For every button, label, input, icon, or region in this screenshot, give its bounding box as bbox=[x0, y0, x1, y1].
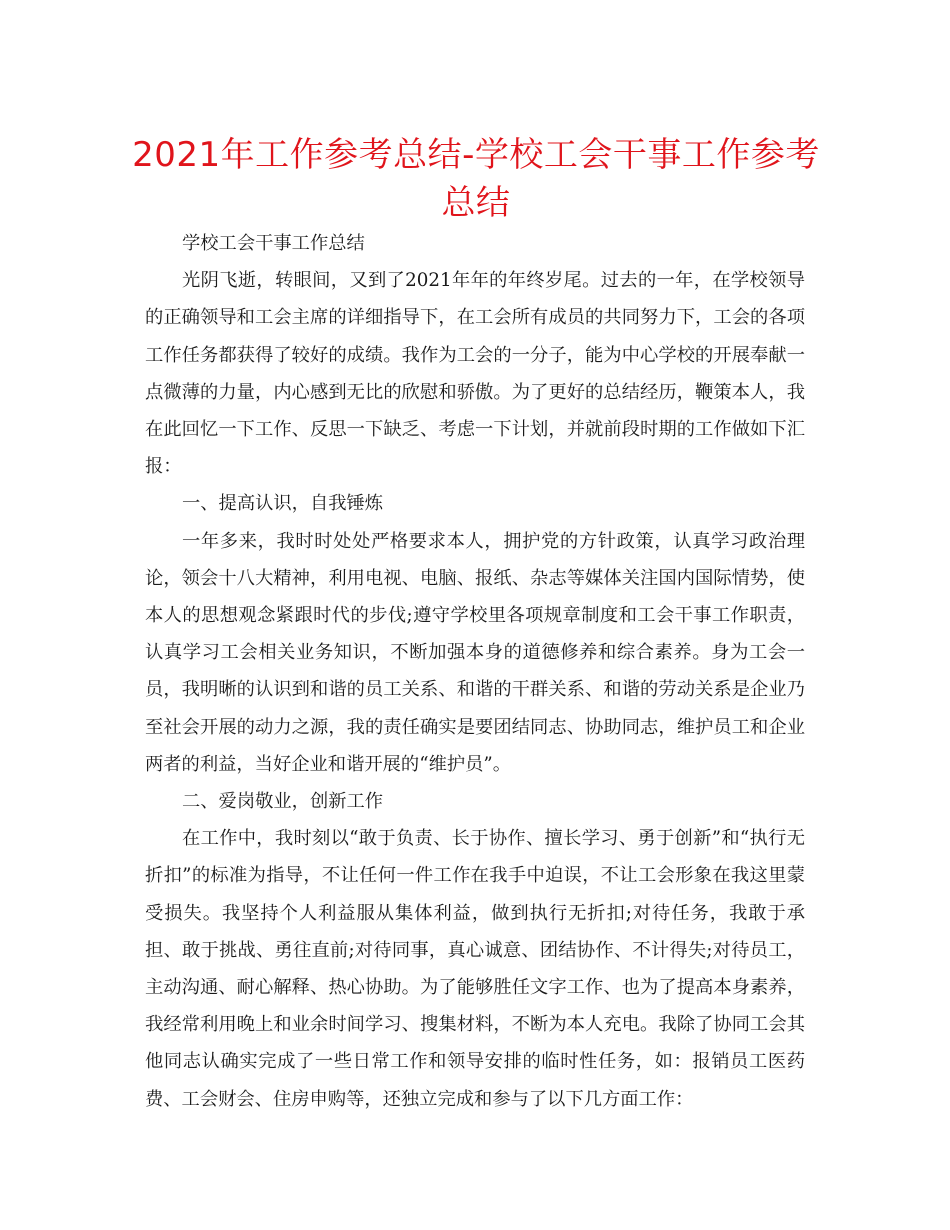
section-heading-2: 二、爱岗敬业，创新工作 bbox=[182, 791, 384, 813]
subtitle-paragraph: 学校工会干事工作总结 bbox=[182, 233, 365, 254]
document-title: 2021年工作参考总结-学校工会干事工作参考总结 bbox=[132, 135, 820, 223]
section-heading-1: 一、提高认识，自我锤炼 bbox=[182, 493, 384, 515]
intro-paragraph: 光阴飞逝，转眼间，又到了2021年年的年终岁尾。过去的一年，在学校领导的正确领导和工会主席的详细指导下，在工会所有成员的共同努力下，工会的各项工作任务都获得了较好的成绩。我作为工会的一分子，能为中心学校的开展奉献一点微薄的力量，内心感到无比的欣慰和骄傲。为了更好的总结经历，鞭策本人，我在此回忆一下工作、反思一下缺乏、考虑一下计划，并就前段时期的工作做如下汇报： bbox=[145, 270, 805, 478]
document-body bbox=[145, 225, 805, 1118]
section-1-paragraph: 一年多来，我时时处处严格要求本人，拥护党的方针政策，认真学习政治理论，领会十八大精神，利用电视、电脑、报纸、杂志等媒体关注国内国际情势，使本人的思想观念紧跟时代的步伐;遵守学校里各项规章制度和工会干事工作职责，认真学习工会相关业务知识，不断加强本身的道德修养和综合素养。身为工会一员，我明晰的认识到和谐的员工关系、和谐的干群关系、和谐的劳动关系是企业乃至社会开展的动力之源，我的责任确实是要团结同志、协助同志，维护员工和企业两者的利益，当好企业和谐开展的“维护员”。 bbox=[145, 530, 805, 775]
section-2-paragraph: 在工作中，我时刻以“敢于负责、长于协作、擅长学习、勇于创新”和“执行无折扣”的标准为指导，不让任何一件工作在我手中迫误，不让工会形象在我这里蒙受损失。我坚持个人利益服从集体利益，做到执行无折扣;对待任务，我敢于承担、敢于挑战、勇往直前;对待同事，真心诚意、团结协作、不计得失;对待员工，主动沟通、耐心解释、热心协助。为了能够胜任文字工作、也为了提高本身素养，我经常利用晚上和业余时间学习、搜集材料，不断为本人充电。我除了协同工会其他同志认确实完成了一些日常工作和领导安排的临时性任务，如：报销员工医药费、工会财会、住房申购等，还独立完成和参与了以下几方面工作： bbox=[145, 828, 805, 1110]
